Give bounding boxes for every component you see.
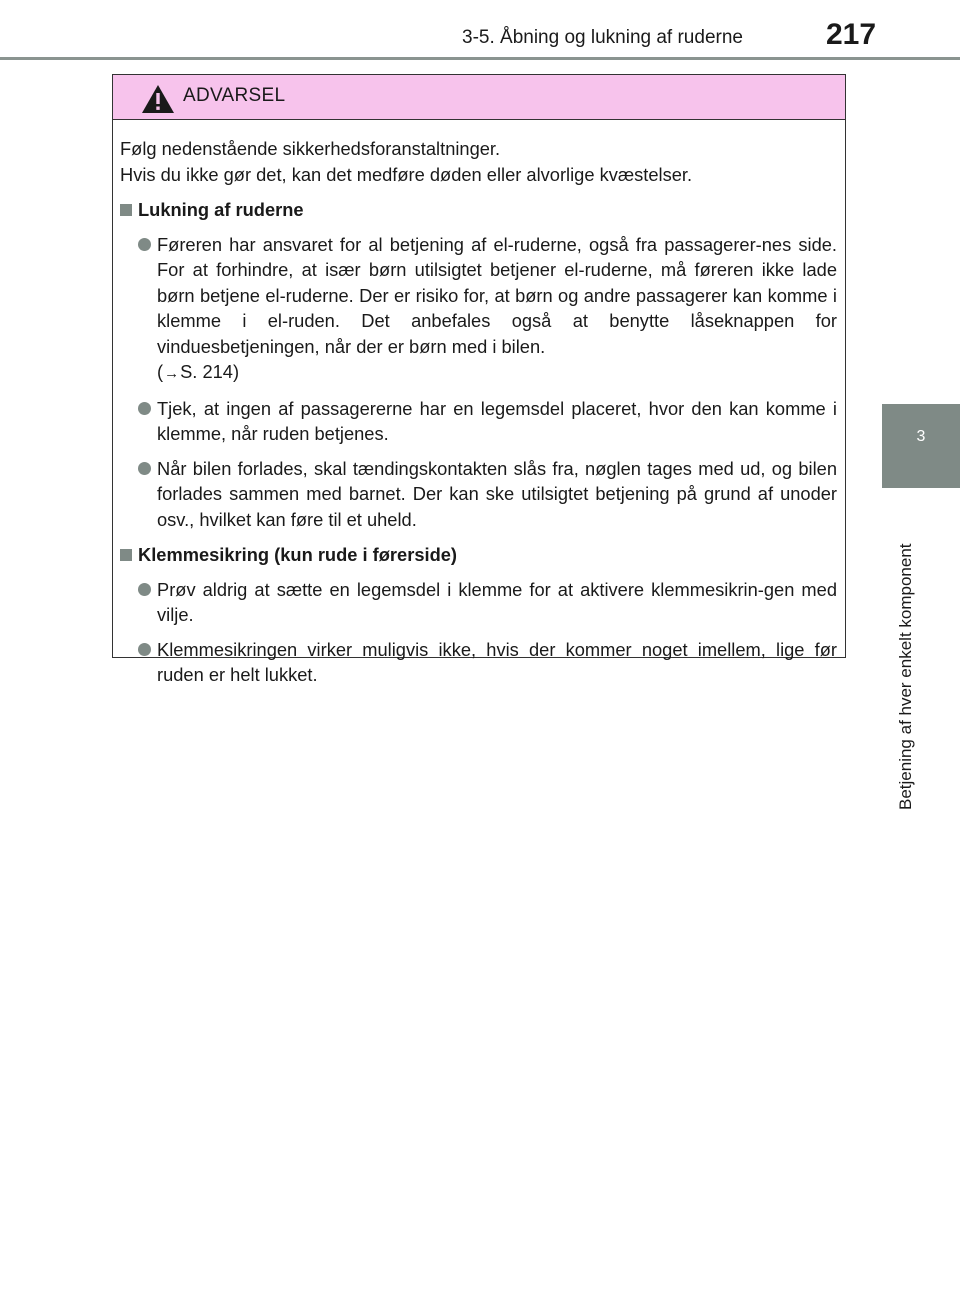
- square-bullet-icon: [120, 204, 132, 216]
- page-number: 217: [826, 18, 877, 51]
- round-bullet-icon: [138, 583, 151, 596]
- header-rule: [0, 57, 960, 60]
- intro-line: Hvis du ikke gør det, kan det medføre døden eller alvorlige kvæstelser.: [120, 163, 693, 185]
- warning-label: ADVARSEL: [183, 85, 286, 106]
- round-bullet-icon: [138, 238, 151, 251]
- chapter-label-container: [896, 490, 926, 810]
- warning-triangle-icon: [141, 84, 175, 114]
- bullet-text: Når bilen forlades, skal tændingskontakten slås fra, nøglen tages med ud, og bilen forlades sammen med barnet. Der kan ske utilsigtet betjening på grund af unoder osv., hvilket kan føre til et uheld.: [157, 457, 837, 530]
- section-heading: [120, 542, 837, 568]
- chapter-label: Betjening af hver enkelt komponent: [896, 543, 915, 810]
- chapter-tab: [882, 404, 960, 488]
- bullet-text: Prøv aldrig at sætte en legemsdel i klemme for at aktivere klemmesikrin-gen med vilje.: [157, 578, 837, 625]
- list-item-text: Føreren har ansvaret for al betjening af el-ruderne, også fra passagerer-nes side. For at forhindre, at især børn utilsigtet betjener el-ruderne, må føreren ikke lade børn betjene el-ruderne. Der er risiko for, at børn og andre passagerer kan komme i klemme i el-ruden. Det anbefales også at benytte låseknappen for vinduesbetjeningen, når der er børn med i bilen. (→S. 214): [157, 233, 837, 382]
- square-bullet-icon: [120, 549, 132, 561]
- section-heading: [120, 197, 837, 223]
- round-bullet-icon: [138, 643, 151, 656]
- warning-header: [113, 75, 845, 120]
- warning-intro: [120, 136, 837, 187]
- bullet-text: Tjek, at ingen af passagererne har en legemsdel placeret, hvor den kan komme i klemme, når ruden betjenes.: [157, 397, 837, 444]
- section-title: 3-5. Åbning og lukning af ruderne: [462, 27, 743, 48]
- section-heading-text: Klemmesikring (kun rude i førerside): [138, 544, 457, 565]
- intro-line: Følg nedenstående sikkerhedsforanstaltninger.: [120, 138, 501, 159]
- bullet-text: Føreren har ansvaret for al betjening af el-ruderne, også fra passagerer-nes side. For at forhindre, at især børn utilsigtet betjener el-ruderne, må føreren ikke lade børn betjene el-ruderne. Der er risiko for, at børn og andre passagerer kan komme i klemme i el-ruden. Det anbefales også at benytte låseknappen for vinduesbetjeningen, når der er børn med i bilen.: [157, 233, 837, 357]
- round-bullet-icon: [138, 462, 151, 475]
- page-header: [0, 0, 960, 60]
- list-item: [120, 637, 837, 688]
- page-reference[interactable]: S. 214: [180, 361, 233, 382]
- chapter-number: 3: [916, 428, 926, 445]
- bullet-text: Klemmesikringen virker muligvis ikke, hvis der kommer noget imellem, lige før ruden er helt lukket.: [157, 638, 837, 685]
- section-heading-text: Lukning af ruderne: [138, 199, 304, 220]
- list-item: [120, 232, 837, 387]
- list-item: [120, 577, 837, 628]
- warning-body: [113, 120, 845, 688]
- round-bullet-icon: [138, 402, 151, 415]
- list-item: [120, 396, 837, 447]
- list-item: [120, 456, 837, 533]
- arrow-right-icon: →: [164, 365, 180, 382]
- warning-box: [112, 74, 846, 685]
